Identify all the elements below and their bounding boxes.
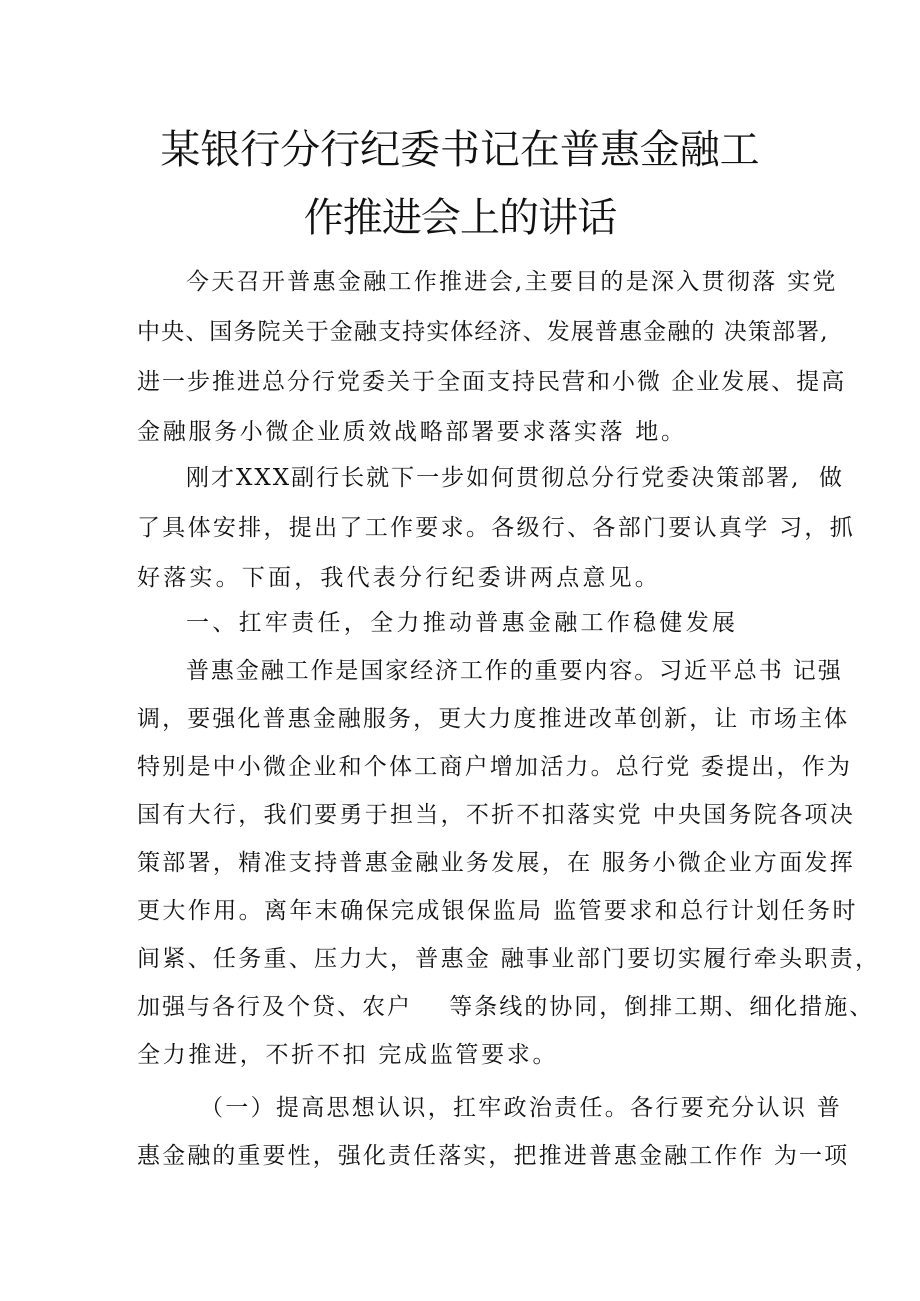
paragraph-line: 刚才XXX副行长就下一步如何贯彻总分行党委决策部署, 做 (186, 465, 845, 491)
paragraph-line: 金融服务小微企业质效战略部署要求落实落 地。 (137, 419, 687, 445)
paragraph-line: （一）提高思想认识，扛牢政治责任。各行要充分认识 普 (200, 1095, 843, 1121)
paragraph-line: 好落实。下面，我代表分行纪委讲两点意见。 (137, 565, 661, 591)
paragraph-line: 了具体安排，提出了工作要求。各级行、各部门要认真学 习，抓 (137, 515, 856, 541)
paragraph-line: 更大作用。离年末确保完成银保监局 监管要求和总行计划任务时 (137, 898, 858, 924)
paragraph-line: 进一步推进总分行党委关于全面支持民营和小微 企业发展、提高 (137, 369, 847, 395)
paragraph-line: 国有大行，我们要勇于担当，不折不扣落实党 中央国务院各项决 (137, 802, 856, 828)
paragraph-line: 惠金融的重要性，强化责任落实，把推进普惠金融工作作 为一项 (137, 1143, 850, 1169)
paragraph-line: 策部署，精准支持普惠金融业务发展，在 服务小微企业方面发挥 (137, 850, 856, 876)
paragraph-line: 特别是中小微企业和个体工商户增加活力。总行党 委提出，作为 (137, 754, 853, 780)
document-title-line-1: 某银行分行纪委书记在普惠金融工 (160, 127, 760, 173)
paragraph-line: 中央、国务院关于金融支持实体经济、发展普惠金融的 决策部署, (137, 319, 829, 345)
paragraph-line: 间紧、任务重、压力大，普惠金 融事业部门要切实履行牵头职责， (137, 946, 881, 972)
paragraph-line: 普惠金融工作是国家经济工作的重要内容。习近平总书 记强 (186, 658, 843, 684)
paragraph-line: 加强与各行及个贷、农户 等条线的协同，倒排工期、细化措施、 (137, 994, 875, 1020)
document-title-line-2: 作推进会上的讲话 (303, 195, 617, 241)
paragraph-line: 全力推进，不折不扣 完成监管要求。 (137, 1042, 559, 1068)
section-heading: 一、扛牢责任，全力推动普惠金融工作稳健发展 (186, 610, 739, 636)
paragraph-line: 今天召开普惠金融工作推进会,主要目的是深入贯彻落 实党 (186, 269, 838, 295)
paragraph-line: 调，要强化普惠金融服务，更大力度推进改革创新，让 市场主体 (137, 706, 850, 732)
